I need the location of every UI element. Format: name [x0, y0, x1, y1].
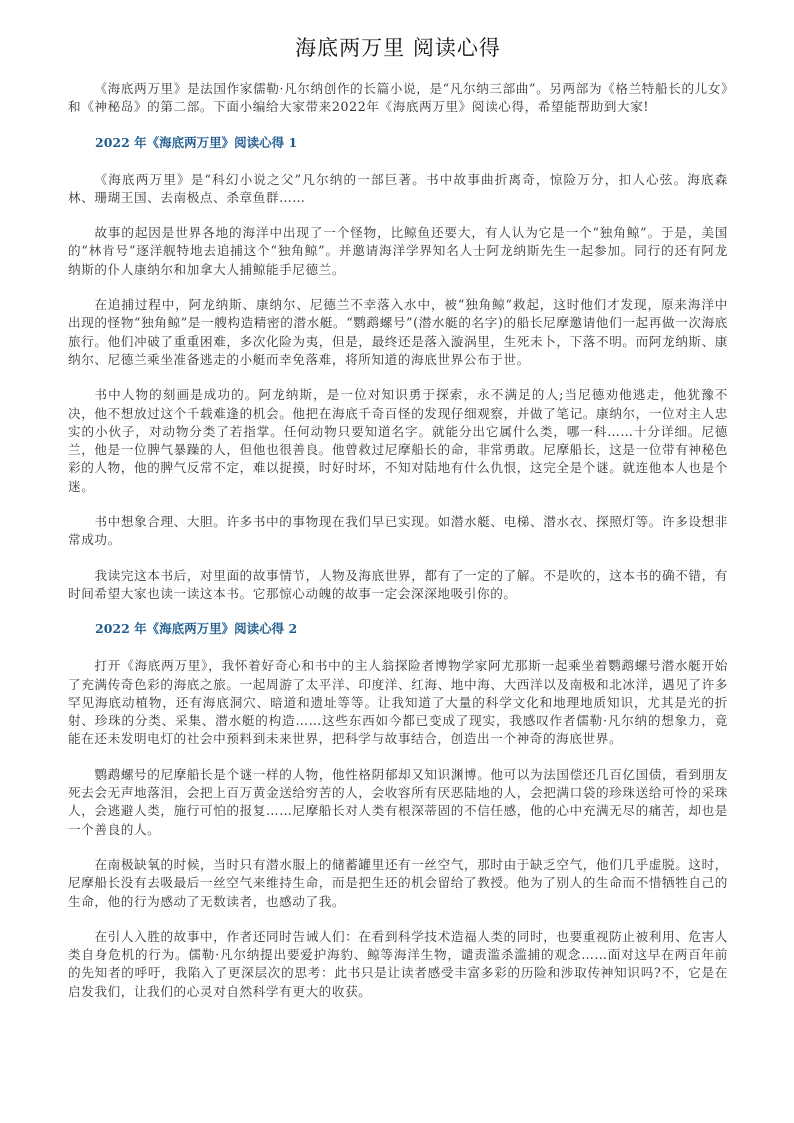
document-page [68, 34, 728, 1018]
paragraph: 《海底两万里》是“科幻小说之父”凡尔纳的一部巨著。书中故事曲折离奇，惊险万分，扣人心弦。海底森林、珊瑚王国、去南极点、杀章鱼群…… [68, 171, 728, 205]
paragraph: 鹦鹉螺号的尼摩船长是个谜一样的人物，他性格阴郁却又知识渊博。他可以为法国偿还几百亿国债，看到朋友死去会无声地落泪，会把上百万黄金送给穷苦的人，会收容所有厌恶陆地的人，会把满口袋的珍珠送给可怜的采珠人，会逃避人类，施行可怕的报复……尼摩船长对人类有根深蒂固的不信任感，他的心中充满无尽的痛苦，却也是一个善良的人。 [68, 766, 728, 837]
paragraph: 在追捕过程中，阿龙纳斯、康纳尔、尼德兰不幸落入水中，被“独角鲸”救起，这时他们才发现，原来海洋中出现的怪物“独角鲸”是一艘构造精密的潜水艇。“鹦鹉螺号”(潜水艇的名字)的船长尼摩邀请他们一起再做一次海底旅行。他们冲破了重重困难，多次化险为夷，但是，最终还是落入漩涡里，生死未卜，下落不明。而阿龙纳斯、康纳尔、尼德兰乘坐准备逃走的小艇而幸免落难，将所知道的海底世界公布于世。 [68, 297, 728, 367]
paragraph: 打开《海底两万里》，我怀着好奇心和书中的主人翁探险者博物学家阿尤那斯一起乘坐着鹦鹉螺号潜水艇开始了充满传奇色彩的海底之旅。一起周游了太平洋、印度洋、红海、地中海、大西洋以及南极和北冰洋，遇见了许多罕见海底动植物，还有海底洞穴、暗道和遗址等等。让我知道了大量的科学文化和地理地质知识，尤其是光的折射、珍珠的分类、采集、潜水艇的构造……这些东西如今都已变成了现实，我感叹作者儒勒·凡尔纳的想象力，竟能在还未发明电灯的社会中预料到未来世界，把科学与故事结合，创造出一个神奇的海底世界。 [68, 658, 728, 747]
intro-paragraph: 《海底两万里》是法国作家儒勒·凡尔纳创作的长篇小说，是“凡尔纳三部曲”。另两部为《格兰特船长的儿女》和《神秘岛》的第二部。下面小编给大家带来2022年《海底两万里》阅读心得，希望能帮助到大家! [68, 81, 728, 115]
paragraph: 书中想象合理、大胆。许多书中的事物现在我们早已实现。如潜水艇、电梯、潜水衣、探照灯等。许多设想非常成功。 [68, 514, 728, 548]
paragraph: 在引人入胜的故事中，作者还同时告诫人们：在看到科学技术造福人类的同时，也要重视防止被利用、危害人类自身危机的行为。儒勒·凡尔纳提出要爱护海豹、鲸等海洋生物，谴责滥杀滥捕的观念……面对这早在两百年前的先知者的呼吁，我陷入了更深层次的思考：此书只是让读者感受丰富多彩的历险和涉取传神知识吗?不，它是在启发我们，让我们的心灵对自然科学有更大的收获。 [68, 928, 728, 999]
paragraph: 故事的起因是世界各地的海洋中出现了一个怪物，比鲸鱼还要大，有人认为它是一个“独角鲸”。于是，美国的“林肯号”逐洋舰特地去追捕这个“独角鲸”。并邀请海洋学界知名人士阿龙纳斯先生一起参加。同行的还有阿龙纳斯的仆人康纳尔和加拿大人捕鲸能手尼德兰。 [68, 225, 728, 277]
section-heading-1: 2022 年《海底两万里》阅读心得 1 [95, 134, 298, 150]
section-heading-2: 2022 年《海底两万里》阅读心得 2 [95, 621, 298, 637]
paragraph: 书中人物的刻画是成功的。阿龙纳斯，是一位对知识勇于探索，永不满足的人;当尼德劝他逃走，他犹豫不决，他不想放过这个千载难逢的机会。他把在海底千奇百怪的发现仔细观察，并做了笔记。康纳尔，一位对主人忠实的小伙子，对动物分类了若指掌。任何动物只要知道名字。就能分出它属什么类，哪一科……十分详细。尼德兰，他是一位脾气暴躁的人，但他也很善良。他曾救过尼摩船长的命，非常勇敢。尼摩船长，这是一位带有神秘色彩的人物，他的脾气反常不定，难以捉摸，时好时坏，不知对陆地有什么仇恨，这完全是个谜。就连他本人也是个迷。 [68, 387, 728, 494]
paragraph: 我读完这本书后，对里面的故事情节，人物及海底世界，都有了一定的了解。不是吹的，这本书的确不错，有时间希望大家也读一读这本书。它那惊心动魄的故事一定会深深地吸引你的。 [68, 567, 728, 601]
paragraph: 在南极缺氧的时候，当时只有潜水服上的储蓄罐里还有一丝空气，那时由于缺乏空气，他们几乎虚脱。这时，尼摩船长没有去吸最后一丝空气来维持生命，而是把生还的机会留给了教授。他为了别人的生命而不惜牺牲自己的生命，他的行为感动了无数读者，也感动了我。 [68, 856, 728, 909]
document-title: 海底两万里 阅读心得 [295, 36, 501, 60]
